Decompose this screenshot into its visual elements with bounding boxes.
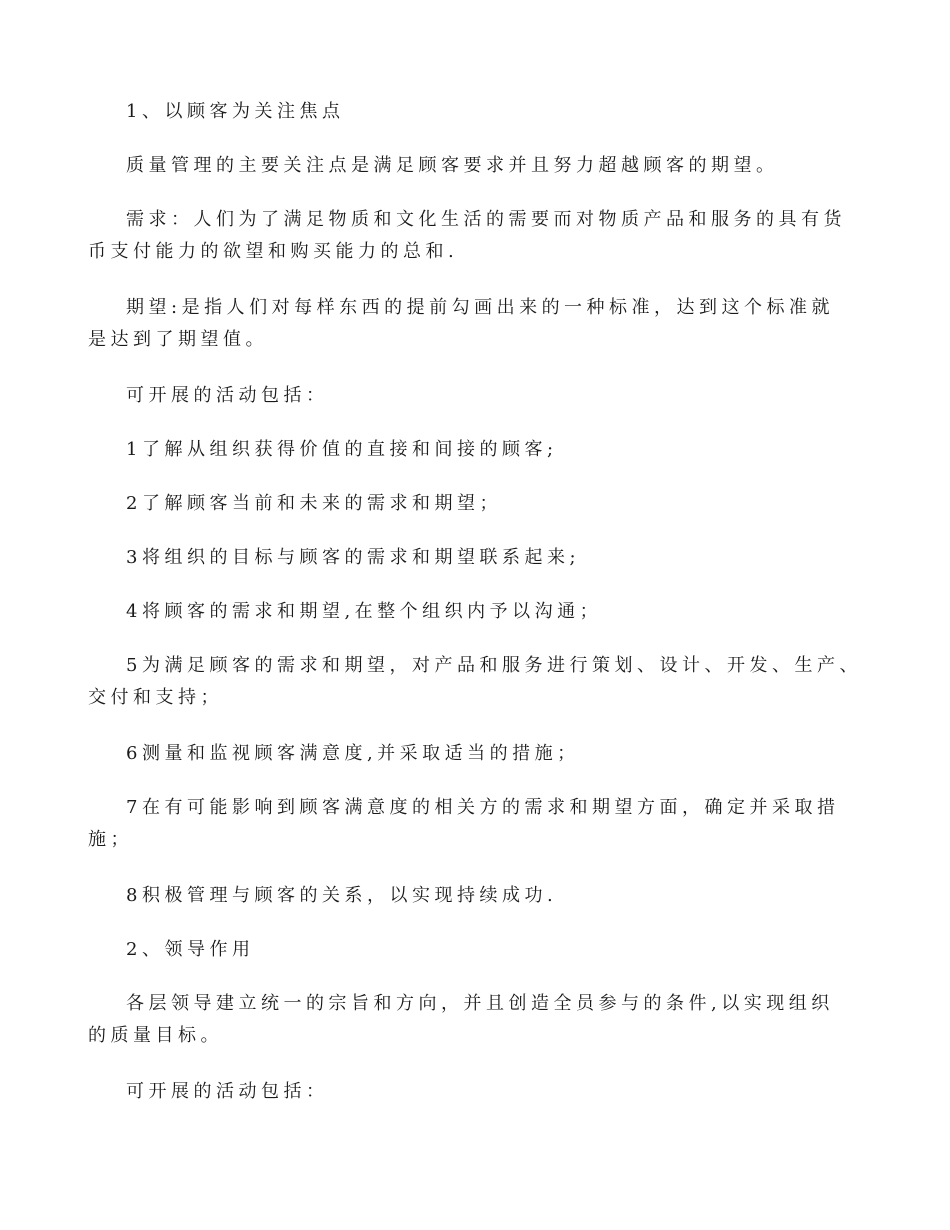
text-line: 是达到了期望值。 [88,329,268,350]
text-line: 需求：人们为了满足物质和文化生活的需要而对物质产品和服务的具有货 [126,209,846,230]
text-line: 期望:是指人们对每样东西的提前勾画出来的一种标准，达到这个标准就 [126,297,835,318]
text-line: 4将顾客的需求和期望,在整个组织内予以沟通； [126,601,603,622]
text-line: 1了解从组织获得价值的直接和间接的顾客; [126,439,558,460]
text-line: 8积极管理与顾客的关系，以实现持续成功. [126,885,558,906]
text-line: 1、以顾客为关注焦点 [126,101,345,122]
list-item [88,738,878,770]
paragraph-quality-focus [88,150,878,182]
list-item [88,650,878,714]
text-line: 2了解顾客当前和未来的需求和期望； [126,493,502,514]
text-line: 7在有可能影响到顾客满意度的相关方的需求和期望方面，确定并采取措 [126,797,840,818]
text-line: 质量管理的主要关注点是满足顾客要求并且努力超越顾客的期望。 [126,155,779,176]
paragraph-expectation-definition [88,292,878,356]
text-line: 5为满足顾客的需求和期望，对产品和服务进行策划、设计、开发、生产、 [126,655,862,676]
text-line: 可开展的活动包括： [126,385,329,406]
paragraph-activities-intro [88,1076,878,1108]
text-line: 各层领导建立统一的宗旨和方向，并且创造全员参与的条件,以实现组织 [126,993,834,1014]
list-item [88,792,878,856]
list-item [88,596,878,628]
list-item [88,488,878,520]
text-line: 可开展的活动包括： [126,1081,329,1102]
section-heading-leadership [88,934,878,966]
paragraph-leadership-definition [88,988,878,1052]
list-item [88,434,878,466]
text-line: 3将组织的目标与顾客的需求和期望联系起来; [126,547,581,568]
text-line: 交付和支持； [88,687,223,708]
list-item [88,880,878,912]
text-line: 2、领导作用 [126,939,255,960]
text-line: 6测量和监视顾客满意度,并采取适当的措施； [126,743,580,764]
text-line: 施； [88,829,133,850]
text-line: 币支付能力的欲望和购买能力的总和. [88,241,459,262]
paragraph-activities-intro [88,380,878,412]
section-heading-customer-focus [88,96,878,128]
text-line: 的质量目标。 [88,1025,223,1046]
paragraph-demand-definition [88,204,878,268]
list-item [88,542,878,574]
